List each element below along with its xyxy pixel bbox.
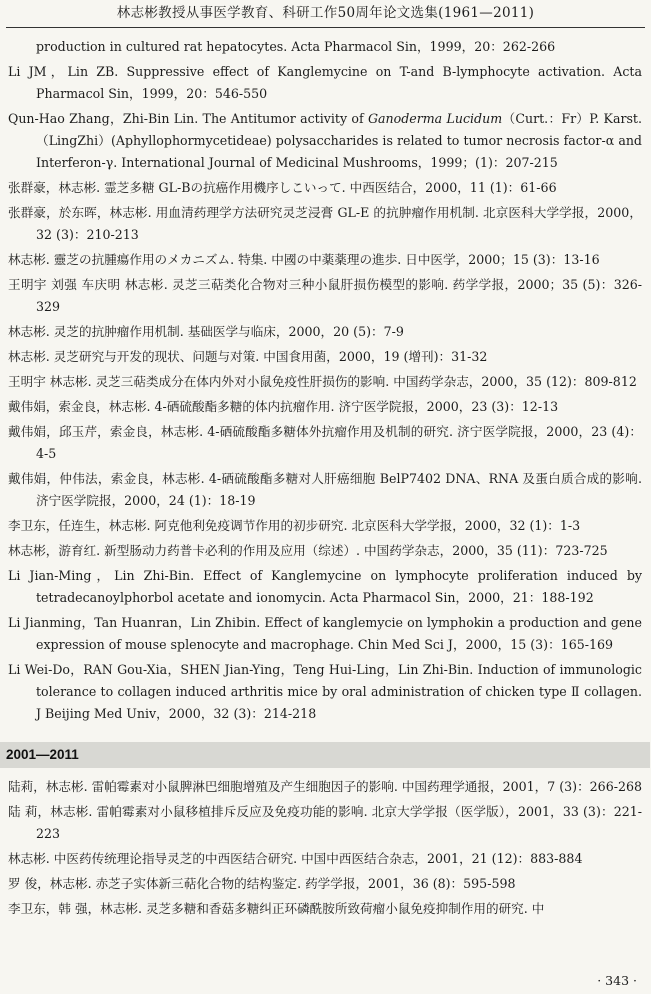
species-name: Ganoderma Lucidum — [367, 111, 503, 126]
reference-entry: 王明宇 刘强 车庆明 林志彬. 灵芝三萜类化合物对三种小鼠肝损伤模型的影响. 药学学报，2000；35 (5)：326-329 — [8, 277, 642, 314]
header-rule — [6, 27, 645, 28]
reference-entry: 林志彬. 灵芝的抗肿瘤作用机制. 基础医学与临床，2000，20 (5)：7-9 — [8, 324, 404, 339]
section-heading: 2001—2011 — [0, 742, 650, 768]
reference-entry: 罗 俊，林志彬. 赤芝子实体新三萜化合物的结构鉴定. 药学学报，2001，36 (8)：595-598 — [8, 876, 516, 891]
reference-entry-qunhao: Qun-Hao Zhang，Zhi-Bin Lin. The Antitumor activity of Ganoderma Lucidum（Curt.：Fr）P. Karst.（LingZhi）(Aphyllophormycetideae) polysaccharides is related to tumor necrosis factor-α and Interferon-γ. International Journal of Medicinal Mushrooms，1999；(1)：207-215 — [8, 111, 642, 170]
reference-entry: Li Jianming，Tan Huanran，Lin Zhibin. Effect of kanglemycie on lymphokin a production and gene expression of mouse splenocyte and macrophage. Chin Med Sci J，2000，15 (3)：165-169 — [8, 615, 642, 652]
page-number: · 343 · — [597, 973, 637, 988]
reference-entry: Li Jian-Ming，Lin Zhi-Bin. Effect of Kanglemycine on lymphocyte proliferation induced by tetradecanoylphorbol acetate and ionomycin. Acta Pharmacol Sin，2000，21：188-192 — [8, 568, 642, 605]
reference-entry: 陆莉，林志彬. 雷帕霉素对小鼠脾淋巴细胞增殖及产生细胞因子的影响. 中国药理学通报，2001，7 (3)：266-268 — [8, 779, 642, 794]
reference-entry: 林志彬. 靈芝の抗腫瘍作用のメカニズム. 特集. 中國の中薬薬理の進歩. 日中医学，2000；15 (3)：13-16 — [8, 252, 600, 267]
reference-entry: 李卫东，韩 强，林志彬. 灵芝多糖和香菇多糖纠正环磷酰胺所致荷瘤小鼠免疫抑制作用的研究. 中 — [8, 901, 545, 916]
running-header: 林志彬教授从事医学教育、科研工作50周年论文选集(1961—2011) — [116, 5, 535, 21]
reference-entry: 戴伟娟，邱玉芹，索金良，林志彬. 4-硒硫酸酯多糖体外抗瘤作用及机制的研究. 济宁医学院报，2000，23 (4)：4-5 — [8, 424, 642, 461]
reference-entry: 戴伟娟，索金良，林志彬. 4-硒硫酸酯多糖的体内抗瘤作用. 济宁医学院报，2000，23 (3)：12-13 — [8, 399, 559, 414]
reference-entry: 陆 莉，林志彬. 雷帕霉素对小鼠移植排斥反应及免疫功能的影响. 北京大学学报（医学版），2001，33 (3)：221-223 — [8, 804, 642, 841]
reference-entry: 戴伟娟，仲伟法，索金良，林志彬. 4-硒硫酸酯多糖对人肝癌细胞 BelP7402 DNA、RNA 及蛋白质合成的影响. 济宁医学院报，2000，24 (1)：18-19 — [8, 471, 642, 508]
reference-entry: 李卫东，任连生，林志彬. 阿克他利免疫调节作用的初步研究. 北京医科大学学报，2000，32 (1)：1-3 — [8, 518, 581, 533]
reference-entry: 林志彬. 灵芝研究与开发的现状、问题与对策. 中国食用菌，2000，19 (增刊)：31-32 — [8, 349, 488, 364]
reference-entry: 张群豪，林志彬. 霊芝多糖 GL-Bの抗癌作用機序しこいって. 中西医结合，2000，11 (1)：61-66 — [8, 180, 557, 195]
reference-list — [8, 36, 642, 923]
reference-entry: production in cultured rat hepatocytes. Acta Pharmacol Sin，1999，20：262-266 — [36, 39, 556, 54]
reference-entry: Li Wei-Do，RAN Gou-Xia，SHEN Jian-Ying，Teng Hui-Ling，Lin Zhi-Bin. Induction of immunologic tolerance to collagen induced arthritis mice by oral administration of chicken type Ⅱ collagen. J Beijing Med Univ，2000，32 (3)：214-218 — [8, 662, 642, 721]
reference-entry: 王明宇 林志彬. 灵芝三萜类成分在体内外对小鼠免疫性肝损伤的影响. 中国药学杂志，2000，35 (12)：809-812 — [8, 374, 637, 389]
reference-entry: 林志彬，游育红. 新型肠动力药普卡必利的作用及应用（综述）. 中国药学杂志，2000，35 (11)：723-725 — [8, 543, 608, 558]
reference-entry: Li JM，Lin ZB. Suppressive effect of Kanglemycine on T-and B-lymphocyte activation. Acta Pharmacol Sin，1999，20：546-550 — [8, 64, 642, 101]
reference-entry: 张群豪，於东晖，林志彬. 用血清药理学方法研究灵芝浸膏 GL-E 的抗肿瘤作用机制. 北京医科大学学报，2000，32 (3)：210-213 — [8, 205, 642, 242]
reference-entry: 林志彬. 中医药传统理论指导灵芝的中西医结合研究. 中国中西医结合杂志，2001，21 (12)：883-884 — [8, 851, 583, 866]
